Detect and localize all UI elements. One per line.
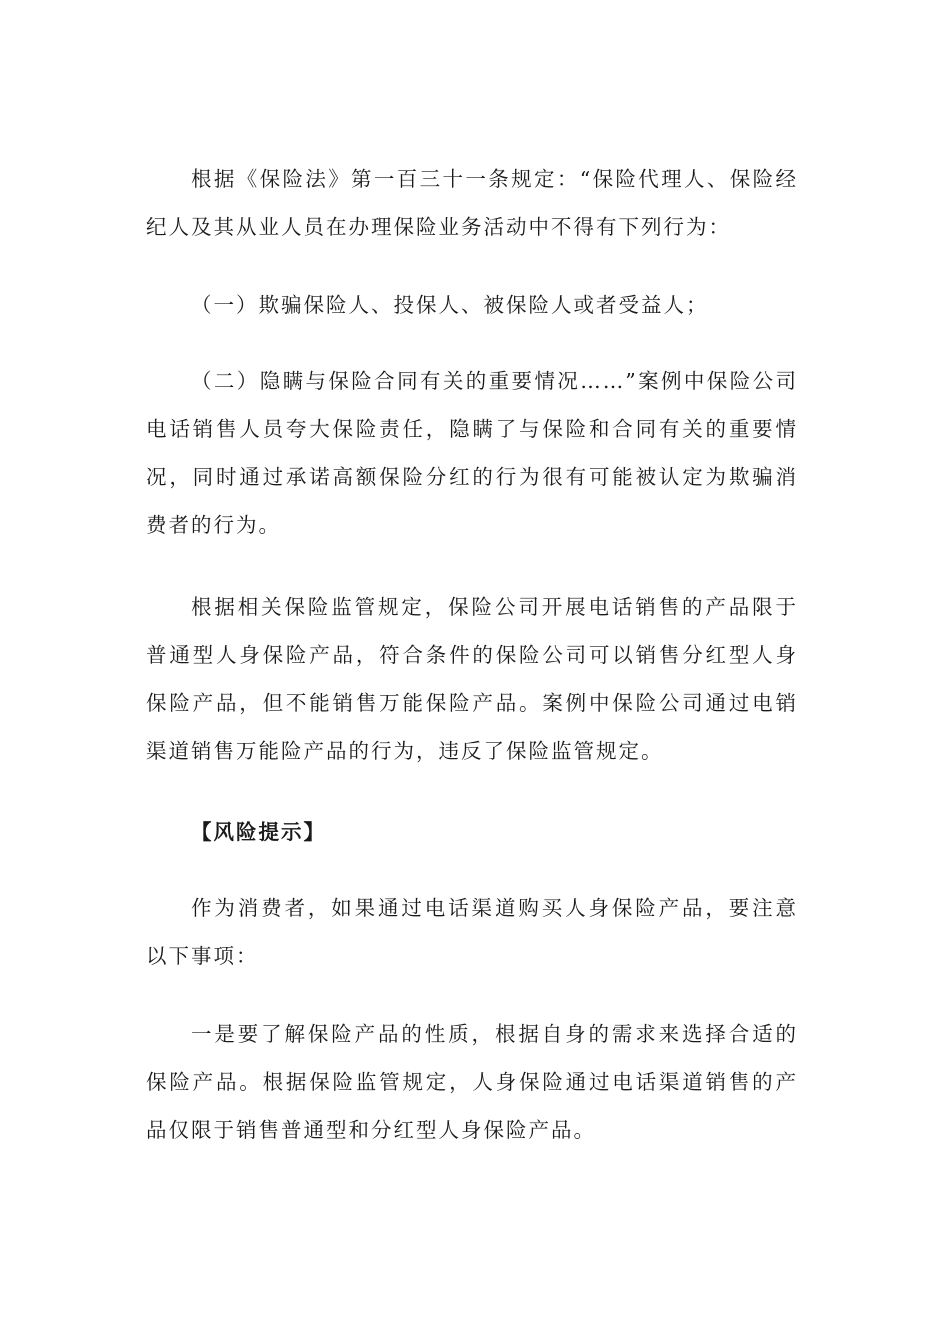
paragraph-item-one: （一）欺骗保险人、投保人、被保险人或者受益人；	[191, 293, 709, 317]
paragraph-insurance-law-article: 根据《保险法》第一百三十一条规定：“保险代理人、保险经纪人及其从业人员在办理保险业务活动中不得有下列行为：	[146, 167, 798, 239]
section-heading-risk-warning: 【风险提示】	[191, 820, 326, 844]
paragraph-consumer-intro: 作为消费者，如果通过电话渠道购买人身保险产品，要注意以下事项：	[146, 896, 798, 968]
paragraph-point-one: 一是要了解保险产品的性质，根据自身的需求来选择合适的保险产品。根据保险监管规定，人身保险通过电话渠道销售的产品仅限于销售普通型和分红型人身保险产品。	[146, 1022, 798, 1142]
paragraph-item-two-case-analysis: （二）隐瞒与保险合同有关的重要情况……”案例中保险公司电话销售人员夸大保险责任，隐瞒了与保险和合同有关的重要情况，同时通过承诺高额保险分红的行为很有可能被认定为欺骗消费者的行为。	[146, 369, 798, 537]
paragraph-regulatory-rules: 根据相关保险监管规定，保险公司开展电话销售的产品限于普通型人身保险产品，符合条件的保险公司可以销售分红型人身保险产品，但不能销售万能保险产品。案例中保险公司通过电销渠道销售万能险产品的行为，违反了保险监管规定。	[146, 595, 798, 763]
